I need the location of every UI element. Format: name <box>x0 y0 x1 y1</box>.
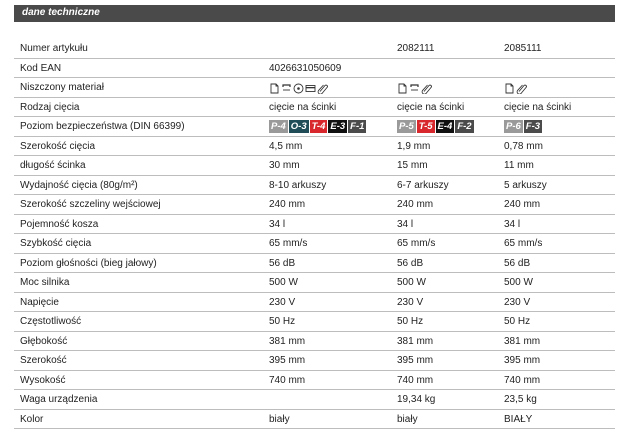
row-label: Poziom bezpieczeństwa (DIN 66399) <box>20 121 185 132</box>
row-label: Szerokość cięcia <box>20 140 96 152</box>
row-value: 65 mm/s <box>504 238 543 249</box>
security-badge: F-1 <box>350 121 365 132</box>
row-value: cięcie na ścinki <box>504 101 572 113</box>
table-row <box>14 215 615 235</box>
security-badge: E-3 <box>330 121 346 132</box>
security-levels <box>504 120 543 133</box>
security-badge: T-5 <box>418 121 433 132</box>
table-row <box>14 273 615 293</box>
paper-icon <box>504 81 515 92</box>
row-label: Szerokość <box>20 355 67 366</box>
row-value: cięcie na ścinki <box>269 101 337 113</box>
security-badge: F-2 <box>457 121 472 132</box>
row-value: 34 l <box>397 218 414 230</box>
row-value: 395 mm <box>504 355 541 366</box>
row-label: Waga urządzenia <box>20 394 98 405</box>
table-row <box>14 293 615 313</box>
row-value: 5 arkuszy <box>504 179 547 191</box>
row-value: 230 V <box>397 296 424 308</box>
staple-icon <box>281 81 292 92</box>
row-label: Kolor <box>20 413 44 425</box>
clip-icon <box>516 81 527 92</box>
row-label: Moc silnika <box>20 277 70 288</box>
security-badge: F-3 <box>525 121 541 132</box>
table-row <box>14 176 615 196</box>
row-label: Wydajność cięcia (80g/m²) <box>20 179 138 191</box>
table-row <box>14 137 615 157</box>
row-label: Wysokość <box>20 374 66 386</box>
row-value: 50 Hz <box>269 316 296 327</box>
row-label: Rodzaj cięcia <box>20 101 80 113</box>
material-icons <box>504 81 527 92</box>
table-row <box>14 78 615 98</box>
paper-icon <box>397 81 408 92</box>
row-value: BIAŁY <box>504 413 533 425</box>
table-row <box>14 312 615 332</box>
table-row <box>14 254 615 274</box>
row-value: 0,78 mm <box>504 140 543 152</box>
table-row <box>14 195 615 215</box>
row-value: 381 mm <box>504 335 541 347</box>
row-value: 740 mm <box>504 374 541 386</box>
card-icon <box>305 81 316 92</box>
table-row <box>14 234 615 254</box>
table-row <box>14 332 615 352</box>
row-value: biały <box>397 413 418 425</box>
row-label: Numer artykułu <box>20 43 88 54</box>
section-title: dane techniczne <box>22 7 100 18</box>
row-value: 19,34 kg <box>397 394 436 405</box>
row-label: Napięcie <box>20 296 59 308</box>
row-label: Szerokość szczeliny wejściowej <box>20 199 161 210</box>
security-badge: P-5 <box>399 121 414 132</box>
security-badge: T-4 <box>311 121 326 132</box>
row-value: 65 mm/s <box>397 238 436 249</box>
row-value: cięcie na ścinki <box>397 101 465 113</box>
security-levels <box>397 120 475 133</box>
row-value: 23,5 kg <box>504 394 537 405</box>
row-value: 4,5 mm <box>269 140 303 152</box>
table-row <box>14 390 615 410</box>
row-value: 56 dB <box>269 257 296 269</box>
table-row <box>14 39 615 59</box>
table-row <box>14 156 615 176</box>
row-value: 15 mm <box>397 160 428 171</box>
table-row <box>14 371 615 391</box>
row-value: 50 Hz <box>397 316 424 327</box>
spec-table <box>14 39 615 429</box>
row-label: Niszczony materiał <box>20 82 104 93</box>
row-label: długość ścinka <box>20 160 86 171</box>
row-value: 2082111 <box>397 43 435 54</box>
row-label: Częstotliwość <box>20 316 82 327</box>
clip-icon <box>421 81 432 92</box>
table-row <box>14 410 615 430</box>
row-value: 230 V <box>504 296 531 308</box>
table-row <box>14 117 615 137</box>
row-value: 50 Hz <box>504 316 531 327</box>
row-value: 240 mm <box>269 199 306 210</box>
row-value: 240 mm <box>504 199 541 210</box>
row-label: Poziom głośności (bieg jałowy) <box>20 257 157 269</box>
row-value: 65 mm/s <box>269 238 308 249</box>
row-value: 381 mm <box>397 335 434 347</box>
security-badge: P-6 <box>506 121 521 132</box>
security-badge: E-4 <box>437 121 453 132</box>
row-value: 230 V <box>269 296 296 308</box>
row-value: 500 W <box>397 277 426 288</box>
row-value: 34 l <box>504 218 521 230</box>
material-icons <box>269 81 328 92</box>
row-value: 395 mm <box>269 355 306 366</box>
paper-icon <box>269 81 280 92</box>
row-value: 500 W <box>504 277 533 288</box>
row-value: 740 mm <box>397 374 434 386</box>
clip-icon <box>317 81 328 92</box>
row-value: 500 W <box>269 277 298 288</box>
security-levels <box>269 120 367 133</box>
security-badge: O-3 <box>290 121 307 132</box>
table-row <box>14 59 615 79</box>
table-row <box>14 351 615 371</box>
row-value: 30 mm <box>269 160 300 171</box>
row-value: 34 l <box>269 218 286 230</box>
row-value: biały <box>269 413 290 425</box>
row-value: 4026631050609 <box>269 62 342 74</box>
row-value: 395 mm <box>397 355 434 366</box>
security-badge: P-4 <box>271 121 286 132</box>
row-label: Kod EAN <box>20 62 62 74</box>
material-icons <box>397 81 432 92</box>
table-row <box>14 98 615 118</box>
row-label: Pojemność kosza <box>20 218 99 230</box>
row-value: 11 mm <box>504 160 534 171</box>
row-label: Szybkość cięcia <box>20 238 92 249</box>
cd-icon <box>293 81 304 92</box>
row-value: 381 mm <box>269 335 306 347</box>
section-header <box>14 5 615 22</box>
row-value: 6-7 arkuszy <box>397 179 449 191</box>
row-value: 8-10 arkuszy <box>269 179 327 191</box>
row-value: 1,9 mm <box>397 140 431 152</box>
row-value: 56 dB <box>504 257 531 269</box>
row-value: 240 mm <box>397 199 434 210</box>
row-value: 2085111 <box>504 43 542 54</box>
staple-icon <box>409 81 420 92</box>
row-value: 740 mm <box>269 374 306 386</box>
row-value: 56 dB <box>397 257 424 269</box>
row-label: Głębokość <box>20 335 68 347</box>
